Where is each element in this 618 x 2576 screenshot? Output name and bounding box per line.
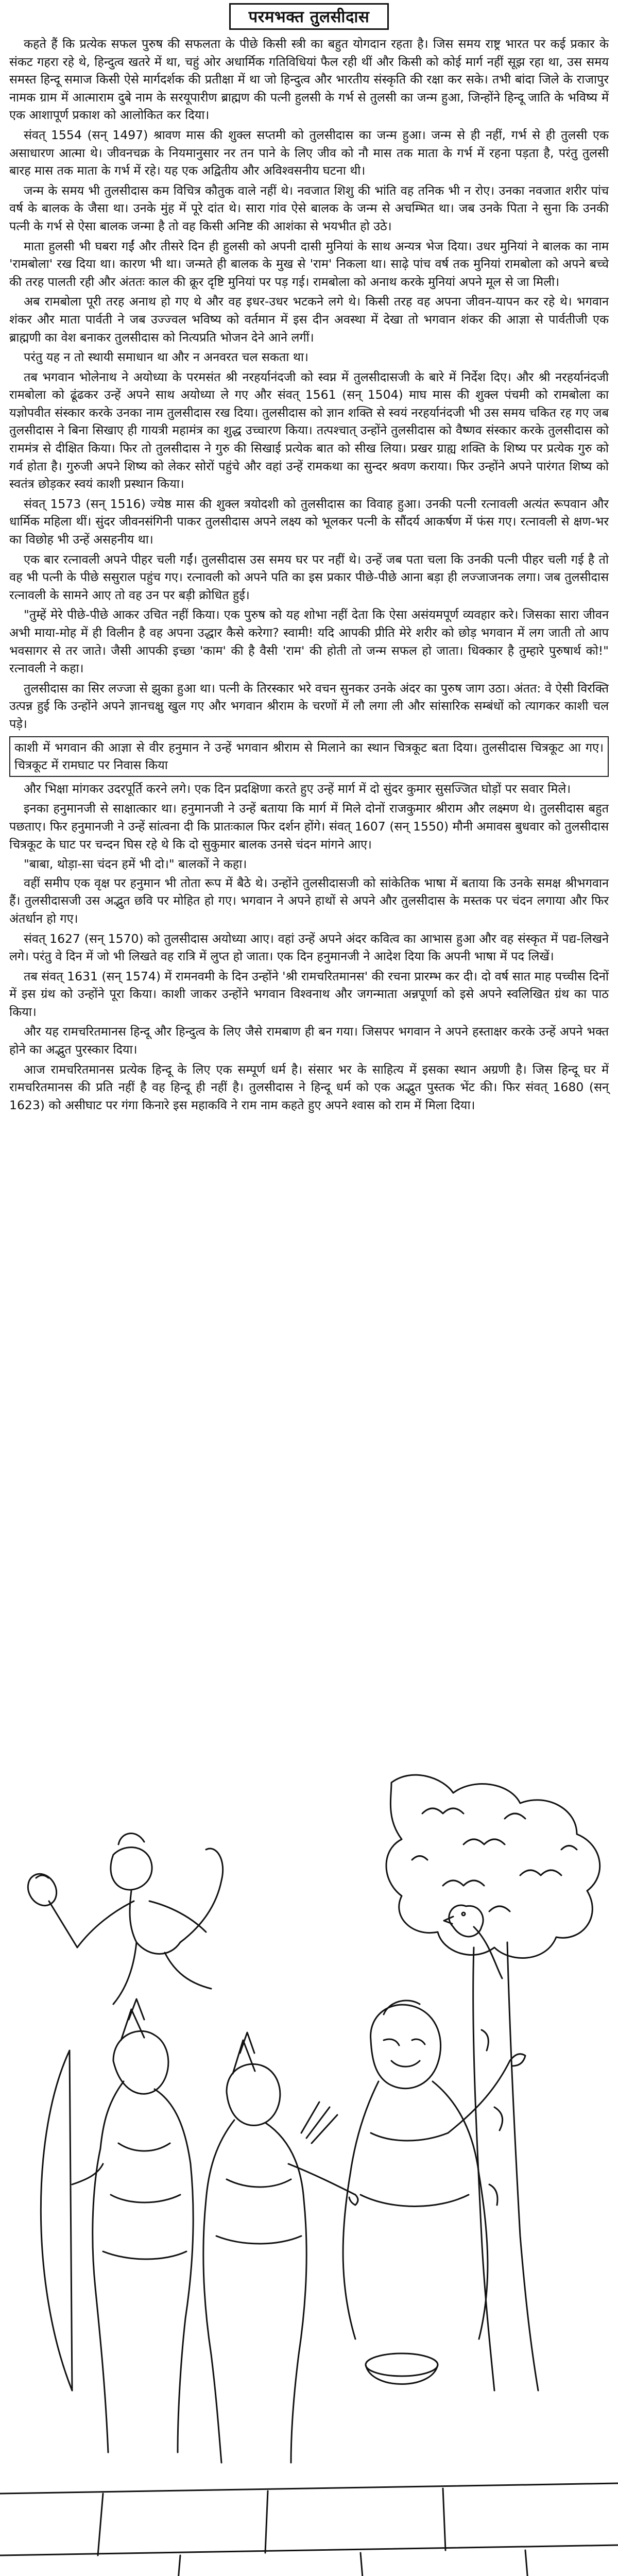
paragraph-17: संवत् 1627 (सन् 1570) को तुलसीदास अयोध्या आए। वहां उन्हें अपने अंदर कवित्व का आभास हुआ और वह संस्कृत में पद्य-लिखने लगे। परंतु वे दिन में जो भी लिखते वह रात्रि में लुप्त हो जाता। एक दिन हनुमानजी ने आदेश दिया कि अपनी भाषा में पद लिखें। [9, 931, 609, 964]
article-body [9, 35, 609, 1116]
paragraph-11: तुलसीदास का सिर लज्जा से झुका हुआ था। पत्नी के तिरस्कार भरे वचन सुनकर उनके अंदर का पुरुष जाग उठा। अंतत: वे ऐसी विरक्ति उत्पन्न हुई कि उन्होंने अपने ज्ञानचक्षु खुल गए और भगवान श्रीराम के चरणों में लौ लगा ली और सांसारिक सम्बंधों को त्यागकर काशी चल पड़े। [9, 681, 609, 731]
paragraph-15: "बाबा, थोड़ा-सा चंदन हमें भी दो।" बालकों ने कहा। [24, 857, 247, 872]
paragraph-18: तब संवत् 1631 (सन् 1574) में रामनवमी के दिन उन्होंने 'श्री रामचरितमानस' की रचना प्रारम्भ कर दी। दो वर्ष सात माह पच्चीस दिनों में इस ग्रंथ को उन्होंने पूरा किया। काशी जाकर उन्होंने भगवान विश्वनाथ और जगन्माता अन्नपूर्णा को इसे अपने स्वलिखित ग्रंथ का पाठ किया। [9, 969, 609, 1019]
paragraph-10: "तुम्हें मेरे पीछे-पीछे आकर उचित नहीं किया। एक पुरुष को यह शोभा नहीं देता कि ऐसा असंयमपूर्ण व्यवहार करे। जिसका सारा जीवन अभी माया-मोह में ही विलीन है वह अपना उद्धार कैसे करेगा? स्वामी! यदि आपकी प्रीति मेरे शरीर को छोड़ भगवान में लग जाती तो आप भवसागर से तर जाते। जैसी आपकी इच्छा 'काम' की है वैसी 'राम' की होती तो जन्म सफल हो जाता। धिक्कार है तुम्हारे पुरुषार्थ को!" रत्नावली ने कहा। [9, 607, 609, 676]
paragraph-20: आज रामचरितमानस प्रत्येक हिन्दू के लिए एक सम्पूर्ण धर्म है। संसार भर के साहित्य में इसका स्थान अग्रणी है। जिस हिन्दू घर में रामचरितमानस की प्रति नहीं है वह हिन्दू ही नहीं है। तुलसीदास ने हिन्दू धर्म को एक अद्भुत पुस्तक भेंट की। फिर संवत् 1680 (सन् 1623) को असीघाट पर गंगा किनारे इस महाकवि ने राम नाम कहते हुए अपने श्वास को राम में मिला दिया। [9, 1062, 609, 1112]
paragraph-13: और भिक्षा मांगकर उदरपूर्ति करने लगे। एक दिन प्रदक्षिणा करते हुए उन्हें मार्ग में दो सुंदर कुमार सुसज्जित घोड़ों पर सवार मिले। [24, 781, 571, 796]
page-title: परमभक्त तुलसीदास [229, 3, 389, 30]
lakshmana-icon [203, 2032, 358, 2463]
tulsidas-with-rama-lakshmana-hanuman-illustration [0, 1772, 618, 2576]
paragraph-5: अब रामबोला पूरी तरह अनाथ हो गए थे और वह इधर-उधर भटकने लगे थे। किसी तरह वह अपना जीवन-यापन कर रहे थे। भगवान शंकर और माता पार्वती ने जब उज्ज्वल भविष्य को वर्तमान में इस दीन अवस्था में देखा तो भगवान शंकर की आज्ञा से पार्वतीजी एक ब्राह्मणी का वेश बनाकर तुलसीदास को नित्यप्रति भोजन देने आने लगीं। [9, 294, 609, 345]
paragraph-9: एक बार रत्नावली अपने पीहर चली गईं। तुलसीदास उस समय घर पर नहीं थे। उन्हें जब पता चला कि उनकी पत्नी पीहर चली गई है तो वह भी पत्नी के पीछे ससुराल पहुंच गए। रत्नावली को अपने पति का इस प्रकार पीछे-पीछे आना बड़ा ही लज्जाजनक लगा। जब तुलसीदास रत्नावली के सामने आए तो वह उन पर बड़ी क्रोधित हुई। [9, 552, 609, 602]
hanuman-icon [22, 1834, 222, 2004]
paragraph-12: काशी में भगवान की आज्ञा से वीर हनुमान ने उन्हें भगवान श्रीराम से मिलाने का स्थान चित्रकूट बता दिया। तुलसीदास चित्रकूट आ गए। चित्रकूट में रामघाट पर निवास किया [9, 736, 609, 777]
paragraph-7: तब भगवान भोलेनाथ ने अयोध्या के परमसंत श्री नरहर्यानंदजी को स्वप्न में तुलसीदासजी के बारे में निर्देश दिए। और श्री नरहर्यानंदजी रामबोला को ढूंढकर उन्हें अपने साथ अयोध्या ले गए और संवत् 1561 (सन् 1504) माघ मास की शुक्ल पंचमी को रामबोला का यज्ञोपवीत संस्कार करके उनका नाम तुलसीदास रख दिया। तुलसीदास को ज्ञान शक्ति से स्वयं नरहर्यानंदजी भी उस समय चकित रह गए जब तुलसीदास ने बिना सिखाए ही गायत्री महामंत्र का शुद्ध उच्चारण किया। तत्पश्चात् उन्होंने तुलसीदास को वैष्णव संस्कार करके तुलसीदास को राममंत्र से दीक्षित किया। फिर तो तुलसीदास ने गुरु की सिखाई प्रत्येक बात को सीख लिया। प्रखर ग्राह्य शक्ति के शिष्य पर प्रत्येक गुरु को गर्व होता है। गुरुजी अपने शिष्य को लेकर सोरों पहुंचे और वहां उन्हें रामकथा का सुन्दर श्रवण कराया। फिर उन्होंने अपने पारंगत शिष्य को स्वतंत्र छोड़कर स्वयं काशी प्रस्थान किया। [9, 369, 609, 492]
rama-icon [41, 1999, 193, 2452]
paragraph-16: वहीं समीप एक वृक्ष पर हनुमान भी तोता रूप में बैठे थे। उन्होंने तुलसीदासजी को सांकेतिक भाषा में बताया कि उनके समक्ष श्रीभगवान हैं। तुलसीदासजी उस अद्भुत छवि पर मोहित हो गए। भगवान ने अपने हाथों से अपने और तुलसीदास के मस्तक पर चंदन लगाया और फिर अंतर्धान हो गए। [9, 875, 609, 926]
tulsidas-icon [343, 2001, 525, 2384]
paragraph-6: परंतु यह न तो स्थायी समाधान था और न अनवरत चल सकता था। [24, 350, 308, 365]
paragraph-19: और यह रामचरितमानस हिन्दू और हिन्दुत्व के लिए जैसे रामबाण ही बन गया। जिसपर भगवान ने अपने हस्ताक्षर करके उन्हें अपने भक्त होने का अद्भुत पुरस्कार दिया। [9, 1024, 609, 1057]
paragraph-8: संवत् 1573 (सन् 1516) ज्येष्ठ मास की शुक्ल त्रयोदशी को तुलसीदास का विवाह हुआ। उनकी पत्नी रत्नावली अत्यंत रूपवान और धार्मिक महिला थीं। सुंदर जीवनसंगिनी पाकर तुलसीदास अपने लक्ष्य को भूलकर पत्नी के सौंदर्य आकर्षण में फंस गए। रत्नावली से क्षण-भर का विछोह भी उन्हें असहनीय था। [9, 496, 609, 547]
paragraph-4: माता हुलसी भी घबरा गईं और तीसरे दिन ही हुलसी को अपनी दासी मुनियां के साथ अन्यत्र भेज दिया। उधर मुनियां ने बालक का नाम 'रामबोला' रख दिया था। कारण भी था। जन्मते ही बालक के मुख से 'राम' निकला था। साढ़े पांच वर्ष तक मुनियां रामबोला को अपने बच्चे की तरह पालती रही और अंततः काल की क्रूर दृष्टि मुनियां पर पड़ गई। रामबोला को अनाथ करके मुनियां अपने मूल से जा मिली। [9, 239, 609, 289]
paragraph-3: जन्म के समय भी तुलसीदास कम विचित्र कौतुक वाले नहीं थे। नवजात शिशु की भांति वह तनिक भी न रोए। उनका नवजात शरीर पांच वर्ष के बालक के जैसा था। उनके मुंह में पूरे दांत थे। सारा गांव ऐसे बालक के जन्म से अचम्भित था। जब उनके पिता ने सुना कि उनकी पत्नी के गर्भ से ऐसा बालक जन्मा है तो वह किसी अनिष्ट की आशंका से भयभीत हो उठे। [9, 183, 609, 233]
paragraph-14: इनका हनुमानजी से साक्षात्कार था। हनुमानजी ने उन्हें बताया कि मार्ग में मिले दोनों राजकुमार श्रीराम और लक्ष्मण थे। तुलसीदास बहुत पछताए। फिर हनुमानजी ने उन्हें सांत्वना दी कि प्रातःकाल फिर दर्शन होंगे। संवत् 1607 (सन् 1550) मौनी अमावस बुधवार को तुलसीदास चित्रकूट के घाट पर चन्दन घिस रहे थे कि दो सुकुमार बालक उनसे चंदन मांगने आए। [9, 801, 609, 852]
ghat-steps-icon [0, 2483, 618, 2576]
tree-foliage-icon [386, 1775, 600, 1958]
paragraph-1: कहते हैं कि प्रत्येक सफल पुरुष की सफलता के पीछे किसी स्त्री का बहुत योगदान रहता है। जिस समय राष्ट्र भारत पर कई प्रकार के संकट गहरा रहे थे, हिन्दुत्व खतरे में था, चहुं ओर अधार्मिक गतिविधियां फैल रही थीं और किसी को कोई मार्ग नहीं सूझ रहा था, उस समय समस्त हिन्दू समाज किसी ऐसे मार्गदर्शक की प्रतीक्षा में था जो हिन्दुत्व और भारतीय संस्कृति की रक्षा कर सके। तभी बांदा जिले के राजापुर नामक ग्राम में आत्माराम दुबे नाम के सरयूपारीण ब्राह्मण की पत्नी हुलसी के गर्भ से तुलसी का जन्म हुआ, जिन्होंने हिन्दू जाति के भविष्य में एक आशापूर्ण प्रकाश को आलोकित कर दिया। [9, 37, 609, 123]
paragraph-2: संवत् 1554 (सन् 1497) श्रावण मास की शुक्ल सप्तमी को तुलसीदास का जन्म हुआ। जन्म से ही नहीं, गर्भ से ही तुलसी एक असाधारण आत्मा थे। जीवनचक्र के नियमानुसार नर तन पाने के लिए जीव को नौ मास तक माता के गर्भ में रहना पड़ता है, परंतु तुलसी बारह मास तक माता के गर्भ में रहे। यह एक अद्वितीय और अविश्वसनीय घटना थी। [9, 127, 609, 178]
